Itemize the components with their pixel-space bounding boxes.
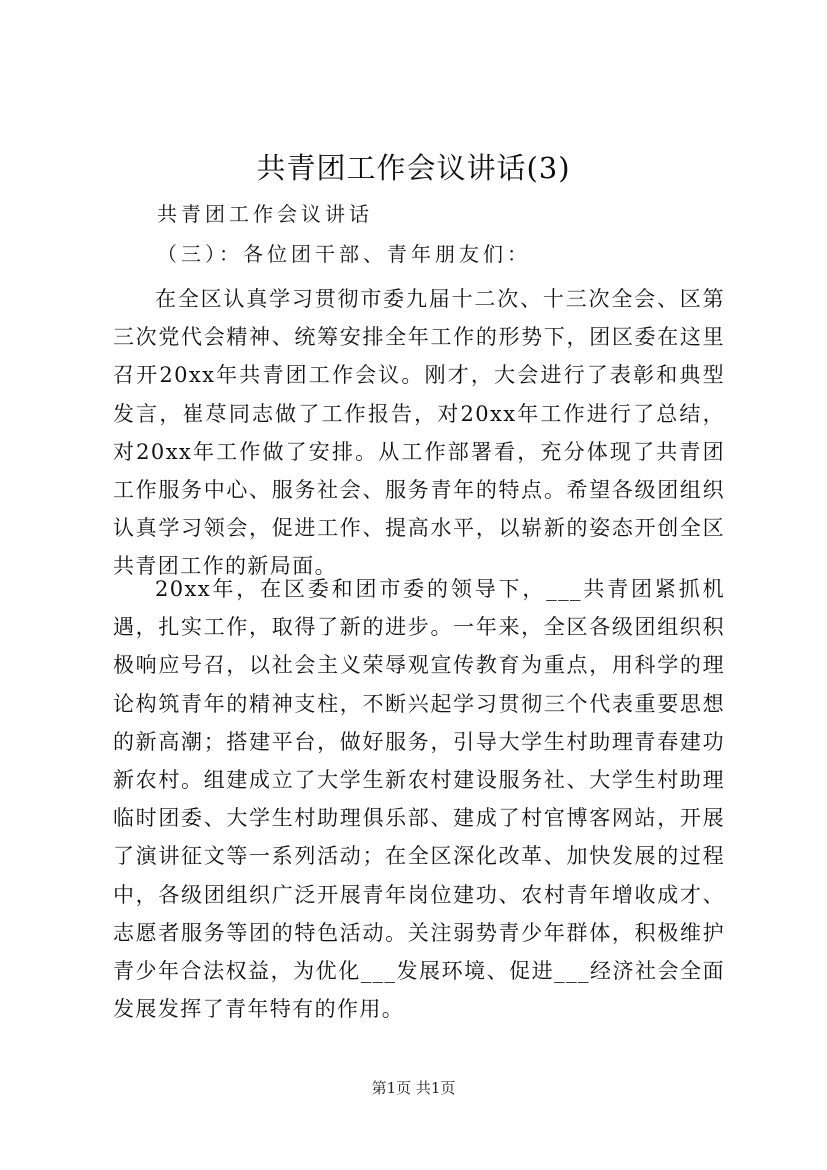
document-subtitle: 共青团工作会议讲话 — [157, 202, 373, 226]
body-paragraph-2: 20xx年，在区委和团市委的领导下，___共青团紧抓机遇，扎实工作，取得了新的进步。一年来，全区各级团组织积极响应号召，以社会主义荣辱观宣传教育为重点，用科学的理论构筑青年的精神支柱，不断兴起学习贯彻三个代表重要思想的新高潮；搭建平台，做好服务，引导大学生村助理青春建功新农村。组建成立了大学生新农村建设服务社、大学生村助理临时团委、大学生村助理俱乐部、建成了村官博客网站，开展了演讲征文等一系列活动；在全区深化改革、加快发展的过程中，各级团组织广泛开展青年岗位建功、农村青年增收成才、志愿者服务等团的特色活动。关注弱势青少年群体，积极维护青少年合法权益，为优化___发展环境、促进___经济社会全面发展发挥了青年特有的作用。 — [113, 577, 725, 1022]
greeting-line: （三）：各位团干部、青年朋友们： — [157, 242, 531, 266]
page-footer: 第1页 共1页 — [371, 1079, 456, 1097]
document-title: 共青团工作会议讲话(3) — [256, 151, 571, 185]
body-paragraph-1: 在全区认真学习贯彻市委九届十二次、十三次全会、区第三次党代会精神、统筹安排全年工作的形势下，团区委在这里召开20xx年共青团工作会议。刚才，大会进行了表彰和典型发言，崔荩同志做了工作报告，对20xx年工作进行了总结，对20xx年工作做了安排。从工作部署看，充分体现了共青团工作服务中心、服务社会、服务青年的特点。希望各级团组织认真学习领会，促进工作、提高水平，以崭新的姿态开创全区共青团工作的新局面。 — [113, 287, 725, 579]
